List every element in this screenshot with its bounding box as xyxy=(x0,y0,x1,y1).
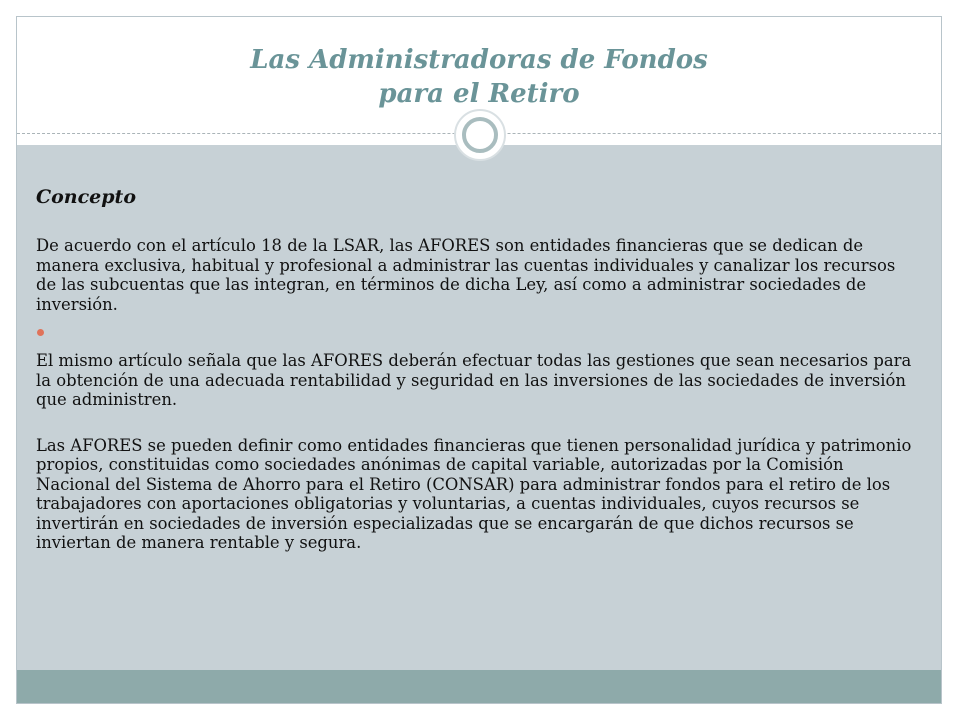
paragraph-1: De acuerdo con el artículo 18 de la LSAR, las AFORES son entidades financieras que se dedican de manera exclusiva, habitual y profesional a administrar las cuentas individuales y canalizar los recursos de las subcuentas que las integran, en términos de dicha Ley, así como a administrar sociedades de inversión. xyxy=(36,236,896,314)
slide-title xyxy=(17,43,941,111)
title-line-1: Las Administradoras de Fondos xyxy=(250,45,708,75)
footer-band xyxy=(17,670,941,703)
title-line-2: para el Retiro xyxy=(378,79,580,109)
ring-inner xyxy=(462,117,498,153)
section-heading: Concepto xyxy=(36,186,137,208)
paragraph-2: El mismo artículo señala que las AFORES deberán efectuar todas las gestiones que sean necesarios para la obtención de una adecuada rentabilidad y seguridad en las inversiones de las sociedades de inversión que administren. xyxy=(36,351,912,409)
ring-circle-icon xyxy=(454,109,506,161)
slide-body xyxy=(36,182,916,553)
bullet-dot-icon xyxy=(37,329,44,336)
bullet-row xyxy=(36,319,916,343)
paragraph-3: Las AFORES se pueden definir como entidades financieras que tienen personalidad jurídica y patrimonio propios, constituidas como sociedades anónimas de capital variable, autorizadas por la Comisión Nacional del Sistema de Ahorro para el Retiro (CONSAR) para administrar fondos para el retiro de los trabajadores con aportaciones obligatorias y voluntarias, a cuentas individuales, cuyos recursos se invertirán en sociedades de inversión especializadas que se encargarán de que dichos recursos se inviertan de manera rentable y segura. xyxy=(36,435,912,552)
